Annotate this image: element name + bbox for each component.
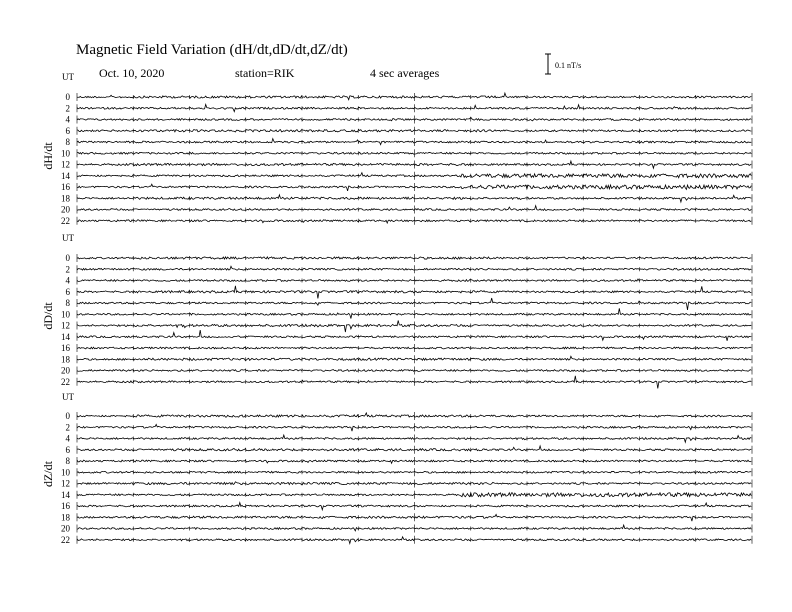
trace-line — [77, 537, 751, 544]
row-label: 2 — [65, 103, 70, 114]
trace-line — [77, 184, 751, 191]
row-label: 2 — [65, 422, 70, 433]
ut-axis-label: UT — [62, 72, 74, 82]
averaging-label: 4 sec averages — [370, 66, 440, 80]
trace-line — [77, 525, 751, 531]
row-label: 20 — [61, 523, 70, 534]
row-label: 22 — [61, 215, 70, 226]
row-label: 2 — [65, 264, 70, 275]
row-label: 0 — [65, 253, 70, 263]
trace-line — [77, 286, 751, 299]
row-label: 14 — [61, 331, 70, 342]
trace-line — [77, 330, 751, 341]
trace-line — [77, 424, 751, 431]
row-label: 0 — [65, 92, 70, 102]
date-label: Oct. 10, 2020 — [99, 66, 165, 80]
row-label: 12 — [61, 159, 70, 170]
trace-line — [77, 471, 751, 473]
row-label: 16 — [61, 501, 70, 511]
trace-line — [77, 117, 751, 121]
row-label: 8 — [65, 298, 70, 308]
row-label: 14 — [61, 170, 70, 181]
row-label: 6 — [65, 125, 70, 136]
trace-line — [77, 308, 751, 318]
trace-line — [77, 104, 751, 111]
row-label: 22 — [61, 376, 70, 387]
row-label: 6 — [65, 444, 70, 455]
trace-line — [77, 298, 751, 310]
row-label: 10 — [61, 148, 70, 159]
row-label: 8 — [65, 137, 70, 147]
row-label: 12 — [61, 320, 70, 331]
trace-line — [77, 173, 751, 178]
panel-ylabel: dH/dt — [41, 142, 55, 170]
station-label: station=RIK — [235, 66, 295, 80]
panel-ylabel: dD/dt — [41, 302, 55, 330]
row-label: 20 — [61, 204, 70, 215]
trace-line — [77, 482, 751, 485]
row-label: 12 — [61, 478, 70, 489]
trace-line — [77, 195, 751, 202]
panel-ylabel: dZ/dt — [41, 461, 55, 487]
panel-dd-dt — [41, 233, 752, 388]
row-label: 20 — [61, 365, 70, 376]
row-label: 16 — [61, 182, 70, 192]
trace-line — [77, 413, 751, 417]
trace-line — [77, 161, 751, 168]
trace-line — [77, 460, 751, 463]
row-label: 4 — [65, 433, 70, 444]
trace-line — [77, 130, 751, 132]
row-label: 22 — [61, 534, 70, 545]
scale-bar — [545, 54, 581, 74]
trace-line — [77, 152, 751, 154]
trace-line — [77, 514, 751, 521]
trace-line — [77, 139, 751, 145]
trace-line — [77, 503, 751, 510]
row-label: 18 — [61, 354, 70, 365]
trace-line — [77, 356, 751, 360]
trace-line — [77, 93, 751, 100]
trace-line — [77, 279, 751, 281]
panels — [41, 72, 752, 545]
ut-axis-label: UT — [62, 392, 74, 402]
trace-line — [77, 376, 751, 389]
row-label: 4 — [65, 275, 70, 286]
panel-dh-dt — [41, 72, 752, 226]
row-label: 10 — [61, 467, 70, 478]
trace-line — [77, 347, 751, 349]
trace-line — [77, 493, 751, 497]
trace-line — [77, 446, 751, 451]
trace-line — [77, 220, 751, 223]
row-label: 16 — [61, 343, 70, 353]
trace-line — [77, 435, 751, 442]
trace-line — [77, 257, 751, 259]
trace-line — [77, 370, 751, 372]
row-label: 14 — [61, 489, 70, 500]
row-label: 18 — [61, 193, 70, 204]
panel-dz-dt — [41, 392, 752, 545]
row-label: 8 — [65, 456, 70, 466]
row-label: 10 — [61, 309, 70, 320]
row-label: 6 — [65, 286, 70, 297]
scale-label: 0.1 nT/s — [555, 61, 582, 70]
trace-line — [77, 266, 751, 270]
row-label: 4 — [65, 114, 70, 125]
row-label: 18 — [61, 512, 70, 523]
ut-axis-label: UT — [62, 233, 74, 243]
row-label: 0 — [65, 411, 70, 421]
trace-line — [77, 206, 751, 211]
chart-title: Magnetic Field Variation (dH/dt,dD/dt,dZ/dt) — [76, 42, 348, 58]
trace-line — [77, 320, 751, 332]
